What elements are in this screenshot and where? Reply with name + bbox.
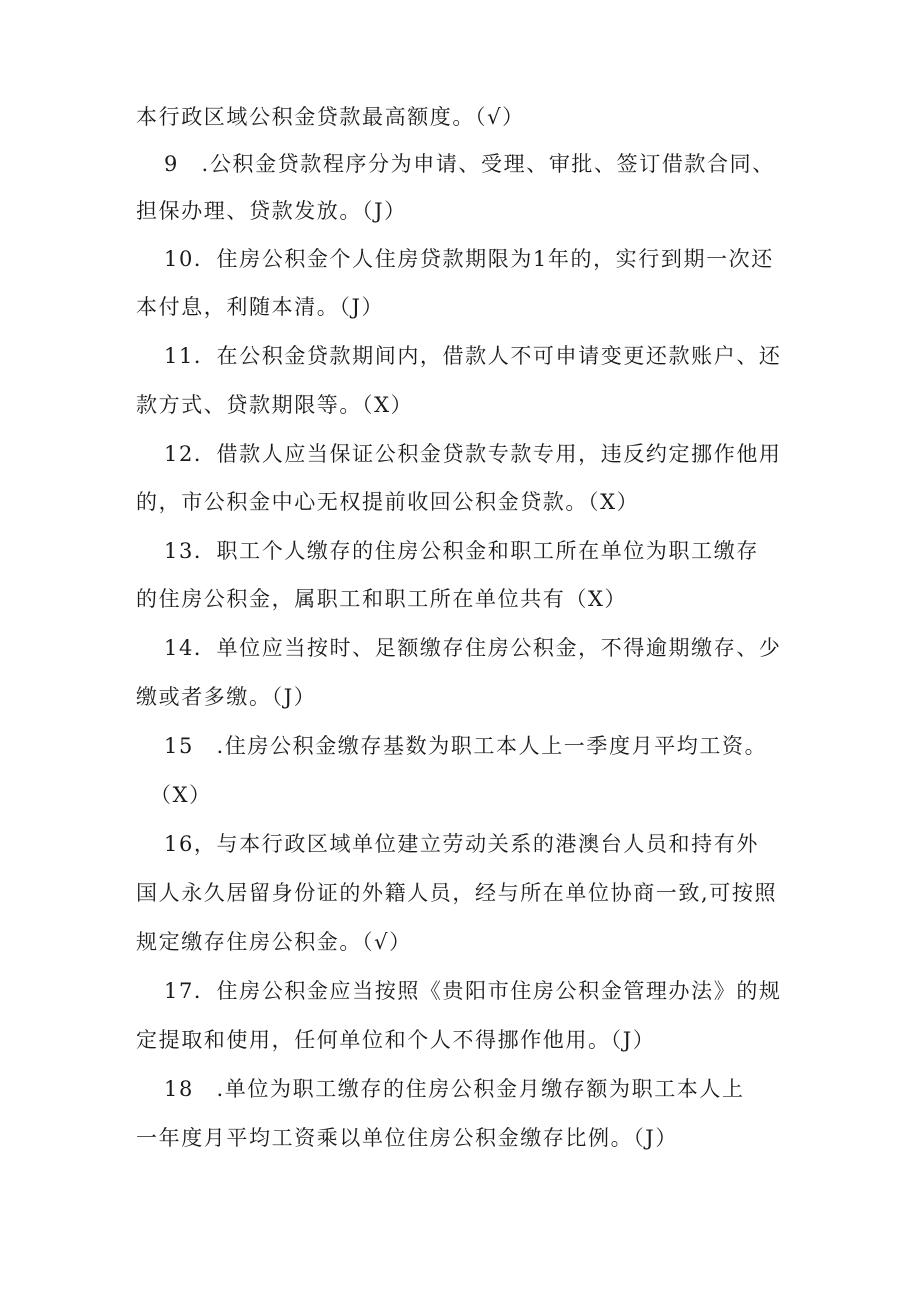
text-line: 款方式、贷款期限等。（X） — [136, 393, 414, 417]
text-line: 9 .公积金贷款程序分为申请、受理、审批、签订借款合同、 — [164, 152, 775, 176]
text-line: 17．住房公积金应当按照《贵阳市住房公积金管理办法》的规 — [164, 979, 782, 1003]
text-line: 的，市公积金中心无权提前收回公积金贷款。（X） — [136, 490, 640, 514]
text-line: 11．在公积金贷款期间内，借款人不可申请变更还款账户、还 — [164, 344, 782, 368]
text-line: 规定缴存住房公积金。（√） — [136, 930, 412, 954]
text-line: 16，与本行政区域单位建立劳动关系的港澳台人员和持有外 — [164, 832, 759, 856]
text-line: 本付息，利随本清。（J） — [136, 295, 385, 319]
text-line: 担保办理、贷款发放。（J） — [136, 199, 407, 223]
text-line: 15 .住房公积金缴存基数为职工本人上一季度月平均工资。 — [164, 734, 768, 758]
text-line: 缴或者多缴。（J） — [136, 685, 317, 709]
text-line: （X） — [150, 783, 212, 807]
text-line: 定提取和使用，任何单位和个人不得挪作他用。（J） — [136, 1028, 656, 1052]
text-line: 13．职工个人缴存的住房公积金和职工所在单位为职工缴存 — [164, 539, 759, 563]
text-line: 12．借款人应当保证公积金贷款专款专用，违反约定挪作他用 — [164, 442, 782, 466]
text-line: 一年度月平均工资乘以单位住房公积金缴存比例。（J） — [136, 1126, 678, 1150]
text-line: 本行政区域公积金贷款最高额度。（√） — [136, 105, 525, 129]
text-line: 国人永久居留身份证的外籍人员，经与所在单位协商一致,可按照 — [136, 881, 778, 905]
text-line: 10．住房公积金个人住房贷款期限为1年的，实行到期一次还 — [164, 247, 774, 271]
text-line: 14．单位应当按时、足额缴存住房公积金，不得逾期缴存、少 — [164, 636, 782, 660]
text-line: 的住房公积金，属职工和职工所在单位共有（X） — [136, 587, 628, 611]
text-line: 18 .单位为职工缴存的住房公积金月缴存额为职工本人上 — [164, 1077, 745, 1101]
